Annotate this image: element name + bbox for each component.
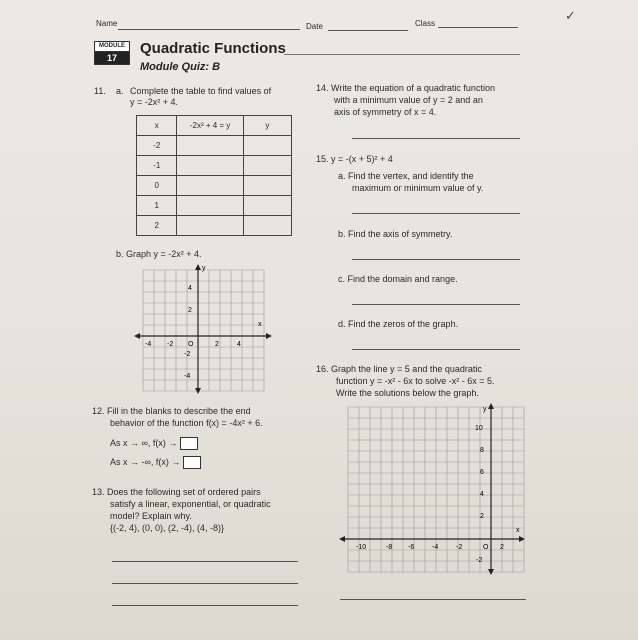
q12-row-1 [110,437,198,450]
q15a-line-2: maximum or minimum value of y. [352,183,484,193]
title-rule [284,54,520,55]
q11a-text: Complete the table to find values of [130,86,272,96]
q15b-text: b. Find the axis of symmetry. [338,229,453,239]
q15a-line-1: a. Find the vertex, and identify the [338,171,474,181]
origin-label: O [483,544,489,551]
date-label: Date [306,22,323,31]
y-tick-label: 8 [480,447,484,454]
table-answer-cell[interactable] [177,156,243,176]
page-title: Quadratic Functions [140,40,286,57]
q12-text: 12. Fill in the blanks to describe the end [92,406,251,416]
x-tick-label: -6 [408,544,415,551]
y-tick-label: 2 [480,513,484,520]
x-axis-arrow-icon [266,333,272,339]
q15d-text: d. Find the zeros of the graph. [338,319,459,329]
date-line[interactable] [328,30,408,31]
table-row [137,156,292,176]
x-tick-label: 4 [237,341,241,348]
y-axis-label: y [202,265,206,272]
q16-line-1: 16. Graph the line y = 5 and the quadratic [316,364,482,374]
q16-line-2: function y = -x² - 6x to solve -x² - 6x = 5. [336,376,495,386]
answer-box-2[interactable] [183,456,201,469]
x-tick-label: -4 [145,341,152,348]
x-tick-label: -2 [456,544,463,551]
y-axis-label: y [483,406,487,413]
q13-line-2: satisfy a linear, exponential, or quadratic [110,499,271,509]
table-x-cell: -2 [137,136,177,156]
table-answer-cell[interactable] [243,176,291,196]
table-x-cell: -1 [137,156,177,176]
answer-box-1[interactable] [180,437,198,450]
table-header-x: x [137,116,177,136]
q11a-function: y = -2x² + 4. [130,97,179,107]
y-tick-label: 6 [480,469,484,476]
name-label: Name [96,19,118,28]
x-tick-label: -4 [432,544,439,551]
module-badge [94,41,130,65]
page-subtitle: Module Quiz: B [140,61,221,73]
table-x-cell: 0 [137,176,177,196]
table-answer-cell[interactable] [177,136,243,156]
table-x-cell: 1 [137,196,177,216]
q15-stem: 15. y = -(x + 5)² + 4 [316,154,393,164]
table-answer-cell[interactable] [177,196,243,216]
x-tick-label: 2 [215,341,219,348]
q11a-label: a. [116,86,124,96]
table-answer-cell[interactable] [177,216,243,236]
y-tick-label: 2 [188,307,192,314]
y-tick-label: 4 [480,491,484,498]
x-axis-label: x [258,321,262,328]
y-tick-label: -4 [184,373,191,380]
q13-line-3: model? Explain why. [110,511,192,521]
answer-line[interactable] [352,138,520,139]
table-answer-cell[interactable] [243,136,291,156]
x-axis-left-arrow-icon [134,333,140,339]
q14-line-3: axis of symmetry of x = 4. [334,107,437,117]
graph-grid-16[interactable] [336,400,528,578]
q11b-text: b. Graph y = -2x² + 4. [116,249,202,259]
x-axis-left-arrow-icon [339,536,345,542]
answer-line[interactable] [112,605,298,606]
q13-pairs: {(-2, 4), (0, 0), (2, -4), (4, -8)} [110,523,225,533]
x-tick-label: -10 [356,544,367,551]
values-table [136,115,292,236]
answer-line[interactable] [352,304,520,305]
y-tick-label: 4 [188,285,192,292]
answer-line[interactable] [340,599,526,600]
table-answer-cell[interactable] [243,156,291,176]
answer-line[interactable] [112,561,298,562]
table-header-row [137,116,292,136]
q15c-text: c. Find the domain and range. [338,274,458,284]
class-line[interactable] [438,27,518,28]
grid-lines [143,270,264,391]
y-tick-label: -2 [476,557,483,564]
q12-line-1: As x → ∞, f(x) → [110,437,178,448]
q14-line-1: 14. Write the equation of a quadratic function [316,83,495,93]
q13-line-1: 13. Does the following set of ordered pairs [92,487,261,497]
table-row [137,196,292,216]
name-line[interactable] [118,29,300,30]
table-row [137,176,292,196]
y-tick-label: 10 [475,425,483,432]
graph-grid-11b[interactable] [128,260,278,398]
q12-text-2: behavior of the function f(x) = -4x² + 6. [110,418,263,428]
check-mark-icon: ✓ [565,8,576,23]
table-answer-cell[interactable] [177,176,243,196]
q16-line-3: Write the solutions below the graph. [336,388,479,398]
table-header-expression: -2x² + 4 = y [177,116,243,136]
q12-line-2: As x → -∞, f(x) → [110,456,181,467]
table-x-cell: 2 [137,216,177,236]
x-axis-label: x [516,527,520,534]
q11-number: 11. [94,86,106,96]
x-tick-label: 2 [500,544,504,551]
answer-line[interactable] [352,213,520,214]
y-tick-label: -2 [184,351,191,358]
table-answer-cell[interactable] [243,196,291,216]
answer-line[interactable] [352,259,520,260]
module-badge-label: MODULE [95,42,129,52]
module-badge-number: 17 [95,52,129,64]
origin-label: O [188,341,194,348]
answer-line[interactable] [112,583,298,584]
y-axis-arrow-icon [195,264,201,270]
q12-row-2 [110,456,201,469]
y-axis-arrow-icon [488,403,494,409]
table-header-y: y [243,116,291,136]
x-tick-label: -8 [386,544,393,551]
table-row [137,216,292,236]
x-tick-label: -2 [167,341,174,348]
q14-line-2: with a minimum value of y = 2 and an [334,95,483,105]
answer-line[interactable] [352,349,520,350]
table-answer-cell[interactable] [243,216,291,236]
class-label: Class [415,19,436,28]
table-row [137,136,292,156]
